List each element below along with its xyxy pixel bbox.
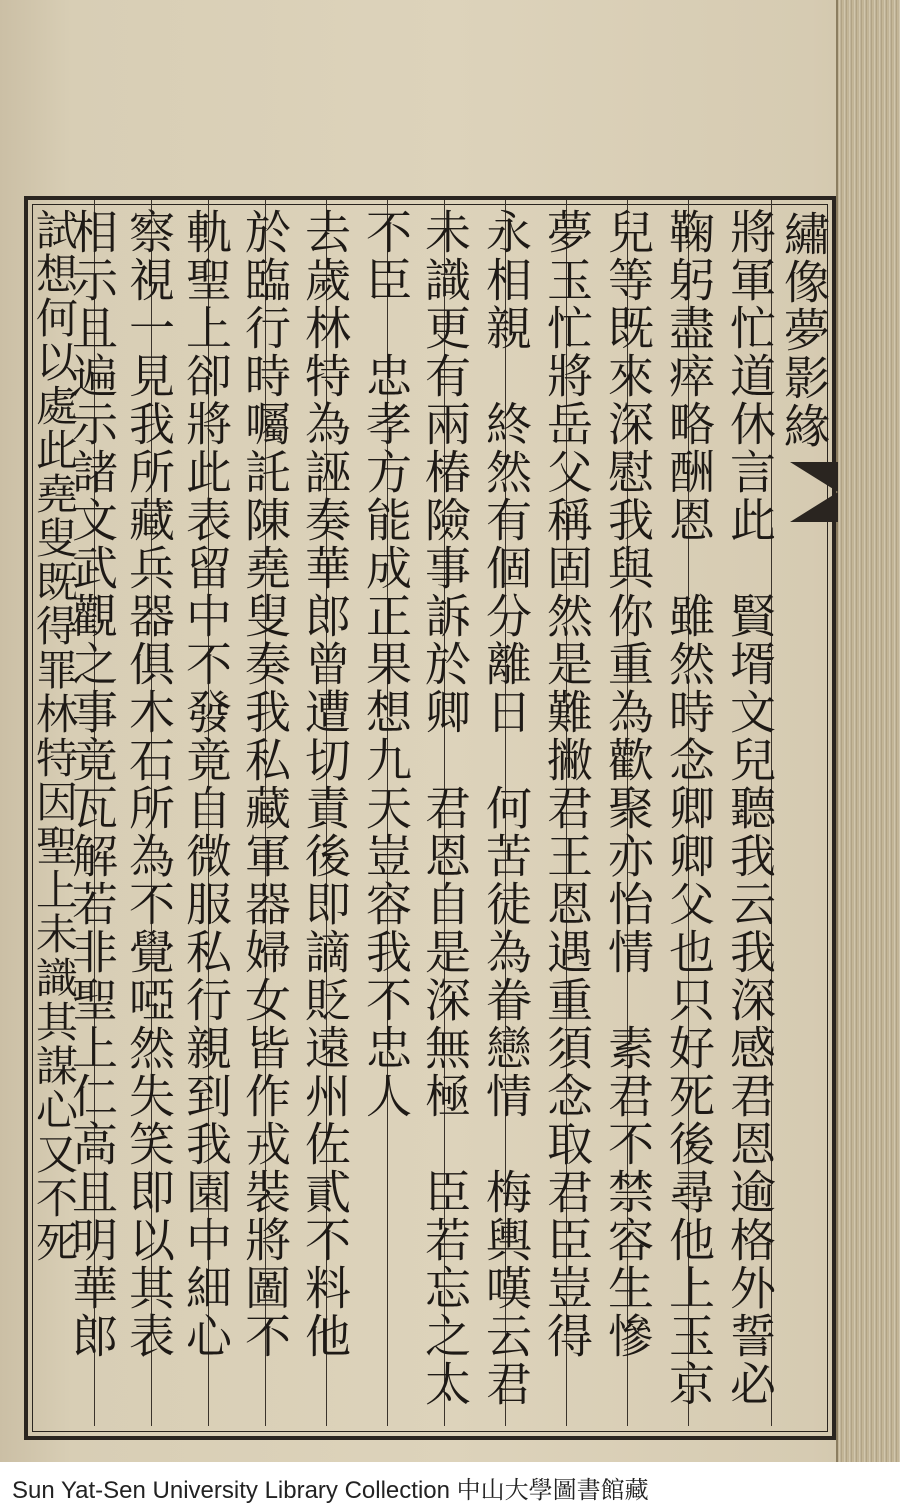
text-column-7: 不臣 忠孝方能成正果想九天豈容我不忠人 (359, 208, 413, 1120)
text-column-10: 軌聖上卻將此表留中不發竟自微服私行親到我園中細心 (179, 208, 233, 1360)
text-column-11: 察視一見我所藏兵器俱木石所為不覺啞然失笑即以其表 (122, 208, 176, 1360)
text-column-5: 永相親 終然有個分離日 何苦徒為眷戀情 梅輿嘆云君 (479, 208, 533, 1408)
text-column-2: 鞠躬盡瘁略酬恩 雖然時念卿卿父也只好死後尋他上玉京 (662, 208, 716, 1408)
library-credit: Sun Yat-Sen University Library Collection 中山大學圖書館藏 (12, 1477, 649, 1504)
text-column-9: 於臨行時囑託陳堯叟奏我私藏軍器婦女皆作戎裝將圖不 (238, 208, 292, 1360)
book-title-column: 繡像夢影緣 (777, 210, 831, 450)
text-column-6: 未識更有兩椿險事訴於卿 君恩自是深無極 臣若忘之太 (418, 208, 472, 1408)
text-column-13: 試想何以處此堯叟既得罪林特因聖上未識其謀心又不死 (30, 208, 79, 1264)
text-column-4: 夢玉忙將岳父稱固然是難撇君王恩遇重須念取君臣豈得 (540, 208, 594, 1360)
text-column-8: 去歲林特為誣奏華郎曾遭切責後即謫貶遠州佐貳不料他 (298, 208, 352, 1360)
text-column-12: 相示且遍示諸文武觀之事竟瓦解若非聖上仁高且明華郎 (65, 208, 119, 1360)
text-column-1: 將軍忙道休言此 賢壻文兒聽我云我深感君恩逾格外誓必 (723, 208, 777, 1408)
text-column-3: 兒等既來深慰我與你重為歡聚亦怡情 素君不禁容生慘 (601, 208, 655, 1360)
book-page-edges (836, 0, 900, 1462)
